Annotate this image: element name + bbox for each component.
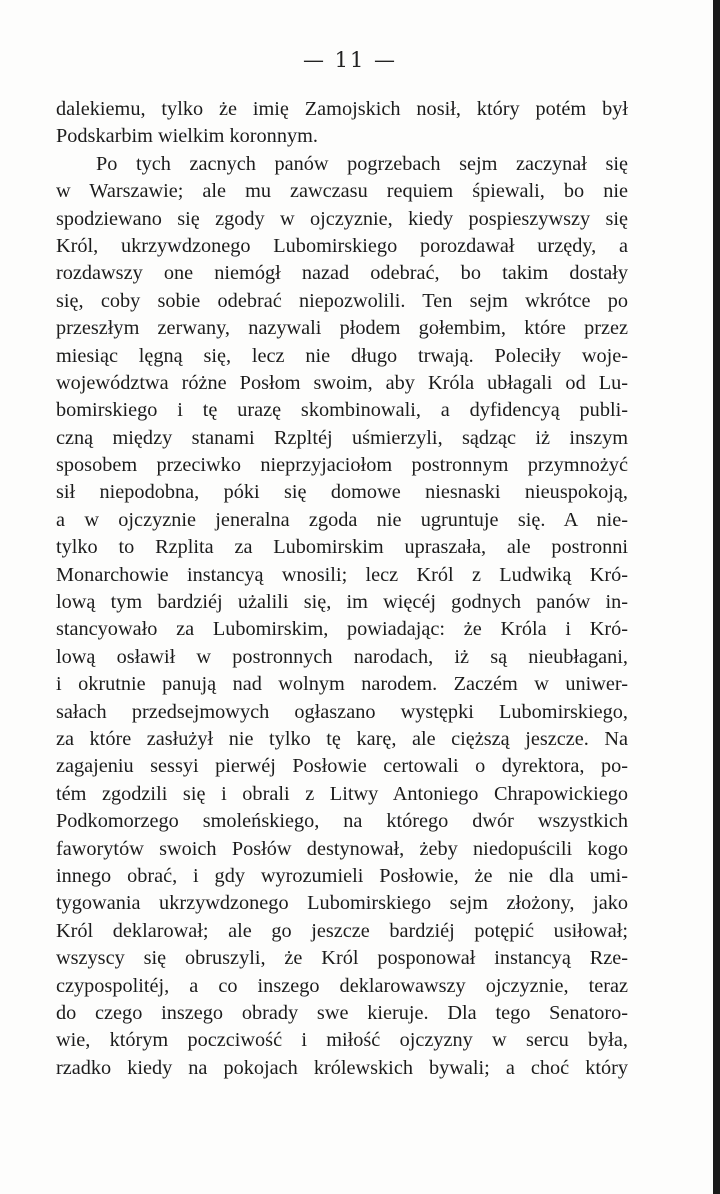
text-line: lową osławił w postronnych narodach, iż są nieubłagani, bbox=[56, 645, 628, 668]
text-line: tém zgodzili się i obrali z Litwy Antoniego Chrapowickiego bbox=[56, 782, 628, 805]
text-line: tylko to Rzplita za Lubomirskim upraszała, ale postronni bbox=[56, 536, 628, 559]
text-line: faworytów swoich Posłów destynował, żeby niedopuścili kogo bbox=[56, 837, 628, 860]
page-number: — 11 — bbox=[302, 48, 398, 72]
text-line: do czego inszego obrady swe kieruje. Dla tego Senatoro- bbox=[56, 1001, 628, 1024]
text-line: wie, którym poczciwość i miłość ojczyzny w sercu była, bbox=[56, 1029, 628, 1052]
text-line: Podkomorzego smoleńskiego, na którego dwór wszystkich bbox=[56, 810, 628, 833]
text-line: czną między stanami Rzpltéj uśmierzyli, sądząc iż inszym bbox=[56, 426, 628, 449]
text-line: w Warszawie; ale mu zawczasu requiem śpiewali, bo nie bbox=[56, 180, 628, 203]
text-line: przeszłym zerwany, nazywali płodem gołembim, które przez bbox=[56, 317, 628, 340]
text-line: lową tym bardziéj użalili się, im więcéj godnych panów in- bbox=[56, 591, 628, 614]
text-line: Podskarbim wielkim koronnym. bbox=[56, 125, 318, 148]
text-line: Król deklarował; ale go jeszcze bardziéj potępić usiłował; bbox=[56, 919, 628, 942]
text-line: spodziewano się zgody w ojczyznie, kiedy pospieszywszy się bbox=[56, 207, 628, 230]
text-line: miesiąc lęgną się, lecz nie długo trwają. Poleciły woje- bbox=[56, 344, 628, 367]
text-line: wszyscy się obruszyli, że Król posponował instancyą Rze- bbox=[56, 947, 628, 970]
text-line: sposobem przeciwko nieprzyjaciołom postronnym przymnożyć bbox=[56, 454, 628, 477]
text-line: zagajeniu sessyi pierwéj Posłowie certowali o dyrektora, po- bbox=[56, 755, 628, 778]
text-line: innego obrać, i gdy wyrozumieli Posłowie, że nie dla umi- bbox=[56, 864, 628, 887]
text-line: się, coby sobie odebrać niepozwolili. Ten sejm wkrótce po bbox=[56, 289, 628, 312]
text-line: Król, ukrzywdzonego Lubomirskiego porozdawał urzędy, a bbox=[56, 234, 628, 257]
text-line: tygowania ukrzywdzonego Lubomirskiego sejm złożony, jako bbox=[56, 892, 628, 915]
text-line: Monarchowie instancyą wnosili; lecz Król z Ludwiką Kró- bbox=[56, 563, 628, 586]
text-line: bomirskiego i tę urazę skombinowali, a dyfidencyą publi- bbox=[56, 399, 628, 422]
body-text bbox=[56, 96, 628, 1082]
text-line: sił niepodobna, póki się domowe niesnaski nieuspokoją, bbox=[56, 481, 628, 504]
text-line: stancyowało za Lubomirskim, powiadając: że Króla i Kró- bbox=[56, 618, 628, 641]
text-line: sałach przedsejmowych ogłaszano występki Lubomirskiego, bbox=[56, 700, 628, 723]
text-line: a w ojczyznie jeneralna zgoda nie ugruntuje się. A nie- bbox=[56, 508, 628, 531]
page-edge-shadow bbox=[713, 0, 720, 1194]
text-line: województwa różne Posłom swoim, aby Króla ubłagali od Lu- bbox=[56, 371, 628, 394]
text-line: za które zasłużył nie tylko tę karę, ale cięższą jeszcze. Na bbox=[56, 727, 628, 750]
text-line: dalekiemu, tylko że imię Zamojskich nosił, który potém był bbox=[56, 98, 628, 120]
text-line: i okrutnie panują nad wolnym narodem. Zaczém w uniwer- bbox=[56, 673, 628, 696]
text-line: rzadko kiedy na pokojach królewskich bywali; a choć który bbox=[56, 1056, 628, 1079]
text-line: rozdawszy one niemógł nazad odebrać, bo takim dostały bbox=[56, 262, 628, 285]
text-line: Po tych zacnych panów pogrzebach sejm zaczynał się bbox=[96, 152, 628, 175]
text-line: czypospolitéj, a co inszego deklarowawszy ojczyznie, teraz bbox=[56, 974, 628, 997]
